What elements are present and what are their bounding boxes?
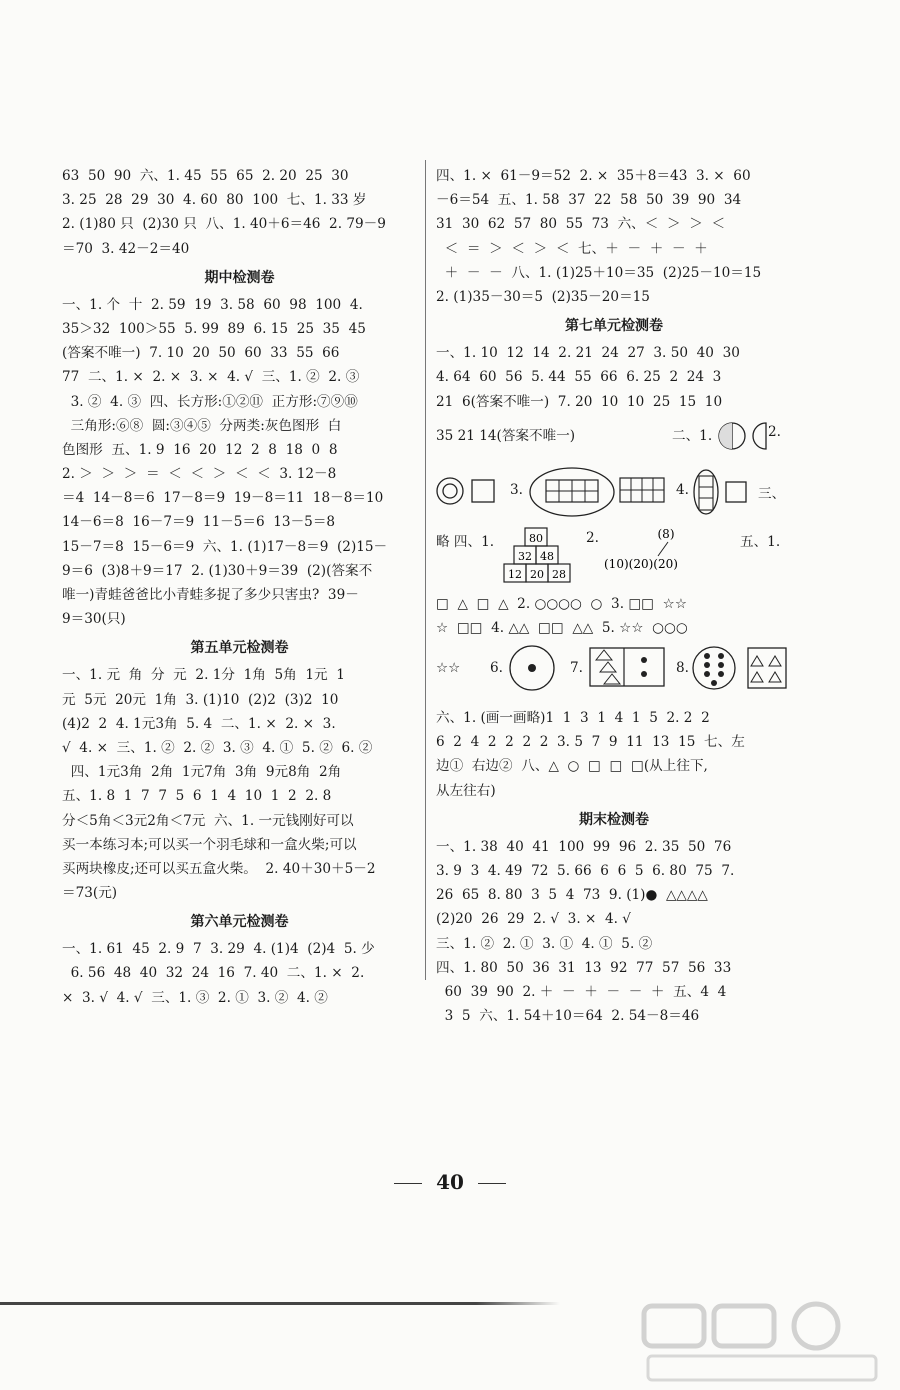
answer-line: 31 30 62 57 80 55 73 六、＜ ＞ ＞ ＜ [436, 216, 726, 233]
answer-line: 2. (1)35－30＝5 (2)35－20＝15 [436, 288, 650, 305]
answer-line: 四、1. 80 50 36 31 13 92 77 57 56 33 [436, 959, 732, 976]
domino-icon [588, 646, 668, 690]
vertical-ellipse-icon [692, 466, 752, 520]
unit7-line4-figure [436, 414, 792, 460]
pyramid-bottom-left: 12 [508, 567, 522, 581]
answer-line: 9＝30(只) [62, 611, 126, 628]
pyramid-mid-left: 32 [518, 549, 532, 563]
answer-line: √ 4. × 三、1. ② 2. ② 3. ③ 4. ① 5. ② 6. ② [62, 739, 373, 756]
answer-line: 三角形:⑥⑧ 圆:③④⑤ 分两类:灰色图形 白 [62, 417, 342, 434]
unit6-tail-lines [436, 164, 792, 309]
answer-line: 边① 右边② 八、△ ○ □ □ □(从上往下, [436, 758, 708, 775]
answer-line: 4. 64 60 56 5. 44 55 66 6. 25 2 24 3 [436, 369, 722, 386]
answer-line: ＝4 14－8＝6 17－8＝9 19－8＝11 18－8＝10 [62, 490, 384, 507]
answer-label: 略 四、1. [436, 533, 495, 550]
answer-line: 五、1. 8 1 7 7 5 6 1 4 10 1 2 2. 8 [62, 788, 332, 805]
answer-label: ☆☆ [436, 660, 461, 677]
answer-label: 6. [490, 660, 503, 677]
unit7-shape-figures [436, 460, 792, 526]
number-pyramid [502, 526, 572, 588]
right-column [436, 164, 792, 1028]
column-divider [425, 160, 426, 980]
answer-line: 21 6(答案不唯一) 7. 20 10 10 25 15 10 [436, 393, 723, 410]
pyramid-bottom-right: 28 [552, 567, 566, 581]
answer-line: × 3. √ 4. √ 三、1. ③ 2. ① 3. ② 4. ② [62, 989, 328, 1006]
midterm-lines [62, 293, 417, 632]
answer-line: (4)2 2 4. 1元3角 5. 4 二、1. × 2. × 3. [62, 715, 336, 732]
answer-line: －6＝54 五、1. 58 37 22 58 50 39 90 34 [436, 192, 742, 209]
section-title-unit6: 第六单元检测卷 [190, 914, 289, 931]
answer-line: 一、1. 10 12 14 2. 21 24 27 3. 50 40 30 [436, 345, 740, 362]
page-number [0, 1170, 900, 1194]
answer-line: (答案不唯一) 7. 10 20 50 60 33 55 66 [62, 345, 340, 362]
section-title-final: 期末检测卷 [579, 811, 649, 828]
answer-line: 分＜5角＜3元2角＜7元 六、1. 一元钱刚好可以 [62, 812, 354, 829]
answer-line: 一、1. 61 45 2. 9 7 3. 29 4. (1)4 (2)4 5. 少 [62, 941, 375, 958]
answer-line: 15－7＝8 15－6＝9 六、1. (1)17－8＝9 (2)15－ [62, 538, 388, 555]
unit5-lines [62, 663, 417, 905]
answer-line: 77 二、1. × 2. × 3. × 4. √ 三、1. ② 2. ③ [62, 369, 360, 386]
section-title-unit7: 第七单元检测卷 [565, 318, 663, 335]
answer-line: ＋ － － 八、1. (1)25＋10＝35 (2)25－10＝15 [436, 264, 762, 281]
answer-line: 六、1. (画一画略)1 1 3 1 4 1 5 2. 2 2 [436, 710, 710, 727]
answer-line: □ △ □ △ 2. ○○○○ ○ 3. □□ ☆☆ [436, 595, 688, 612]
answer-line: 35 21 14(答案不唯一) [436, 427, 576, 444]
answer-line: 色图形 五、1. 9 16 20 12 2 8 18 0 8 [62, 441, 338, 458]
answer-label: 3. [510, 481, 523, 498]
answer-line: 9＝6 (3)8＋9＝17 2. (1)30＋9＝39 (2)(答案不 [62, 562, 373, 579]
target-circle-icon [508, 644, 558, 694]
answer-line: ＝70 3. 42－2＝40 [62, 240, 190, 257]
answer-line: 60 39 90 2. ＋ － ＋ － － ＋ 五、4 4 [436, 983, 727, 1000]
answer-line: 6 2 4 2 2 2 2 3. 5 7 9 11 13 15 七、左 [436, 734, 745, 751]
answer-label: 五、1. [740, 533, 781, 550]
answer-line: 3. ② 4. ③ 四、长方形:①②⑪ 正方形:⑦⑨⑩ [62, 393, 358, 410]
unit7-number-pyramid [436, 526, 792, 592]
answer-line: 一、1. 38 40 41 100 99 96 2. 35 50 76 [436, 838, 732, 855]
answer-line: 三、1. ② 2. ① 3. ① 4. ① 5. ② [436, 935, 653, 952]
answer-label: 2. [586, 529, 599, 546]
tree-top: (8) [657, 526, 675, 541]
section-title-unit5: 第五单元检测卷 [190, 640, 289, 657]
answer-line: 2. (1)80 只 (2)30 只 八、1. 40＋6＝46 2. 79－9 [62, 216, 386, 233]
left-column [62, 164, 417, 1010]
answer-line: 35＞32 100＞55 5. 99 89 6. 15 25 35 45 [62, 320, 366, 337]
answer-label: 4. [676, 481, 689, 498]
answer-line: 2. ＞ ＞ ＞ ＝ ＜ ＜ ＞ ＜ ＜ 3. 12－8 [62, 466, 337, 483]
answer-label: 三、 [758, 485, 786, 502]
answer-line: 四、1元3角 2角 1元7角 3角 9元8角 2角 [62, 764, 342, 781]
answer-line: 唯一)青蛙爸爸比小青蛙多捉了多少只害虫? 39－ [62, 587, 359, 603]
answer-line: 四、1. × 61－9＝52 2. × 35＋8＝43 3. × 60 [436, 168, 751, 184]
answer-line: ＝73(元) [62, 885, 118, 902]
answer-label: 8. [676, 660, 689, 677]
page-number-text: 40 [436, 1170, 464, 1194]
answer-line: 一、1. 个 十 2. 59 19 3. 58 60 98 100 4. [62, 296, 363, 313]
pyramid-mid-right: 48 [540, 549, 554, 563]
tree-bottom: (10)(20)(20) [604, 556, 678, 571]
answer-label: 二、1. [672, 427, 713, 444]
answer-line: 从左往右) [436, 782, 496, 799]
answer-line: ☆ □□ 4. △△ □□ △△ 5. ☆☆ ○○○ [436, 619, 688, 636]
dice-icon [692, 644, 792, 694]
answer-line: 26 65 8. 80 3 5 4 73 9. (1)● △△△△ [436, 887, 708, 904]
answer-line: 14－6＝8 16－7＝9 11－5＝6 13－5＝8 [62, 514, 336, 531]
unit4-tail-lines [62, 164, 417, 261]
watermark-logo [638, 1300, 888, 1386]
pyramid-bottom-mid: 20 [530, 567, 544, 581]
unit6-lines [62, 937, 417, 1010]
answer-line: 买两块橡皮;还可以买五盒火柴。 2. 40＋30＋5－2 [62, 860, 376, 877]
bottom-rule [0, 1302, 560, 1305]
answer-label: 2. [768, 423, 781, 440]
unit7-dot-figures [436, 640, 792, 706]
answer-line: 6. 56 48 40 32 24 16 7. 40 二、1. × 2. [62, 965, 365, 982]
answer-line: 买一本练习本;可以买一个羽毛球和一盒火柴;可以 [62, 836, 357, 853]
answer-line: 3. 25 28 29 30 4. 60 80 100 七、1. 33 岁 [62, 192, 367, 209]
number-tree [602, 526, 702, 572]
answer-line: 63 50 90 六、1. 45 55 65 2. 20 25 30 [62, 168, 349, 184]
section-title-midterm: 期中检测卷 [204, 269, 275, 286]
answer-line: 元 5元 20元 1角 3. (1)10 (2)2 (3)2 10 [62, 691, 339, 708]
answer-line: ＜ ＝ ＞ ＜ ＞ ＜ 七、＋ － ＋ － ＋ [436, 240, 708, 257]
concentric-circle-icon [436, 474, 496, 510]
pyramid-top: 80 [529, 531, 543, 545]
answer-line: 一、1. 元 角 分 元 2. 1分 1角 5角 1元 1 [62, 667, 345, 684]
answer-line: (2)20 26 29 2. √ 3. × 4. √ [436, 911, 631, 928]
answer-label: 7. [570, 660, 583, 677]
answer-line: 3. 9 3 4. 49 72 5. 66 6 6 5 6. 80 75 7. [436, 863, 735, 879]
answer-line: 3 5 六、1. 54＋10＝64 2. 54－8＝46 [436, 1008, 700, 1025]
